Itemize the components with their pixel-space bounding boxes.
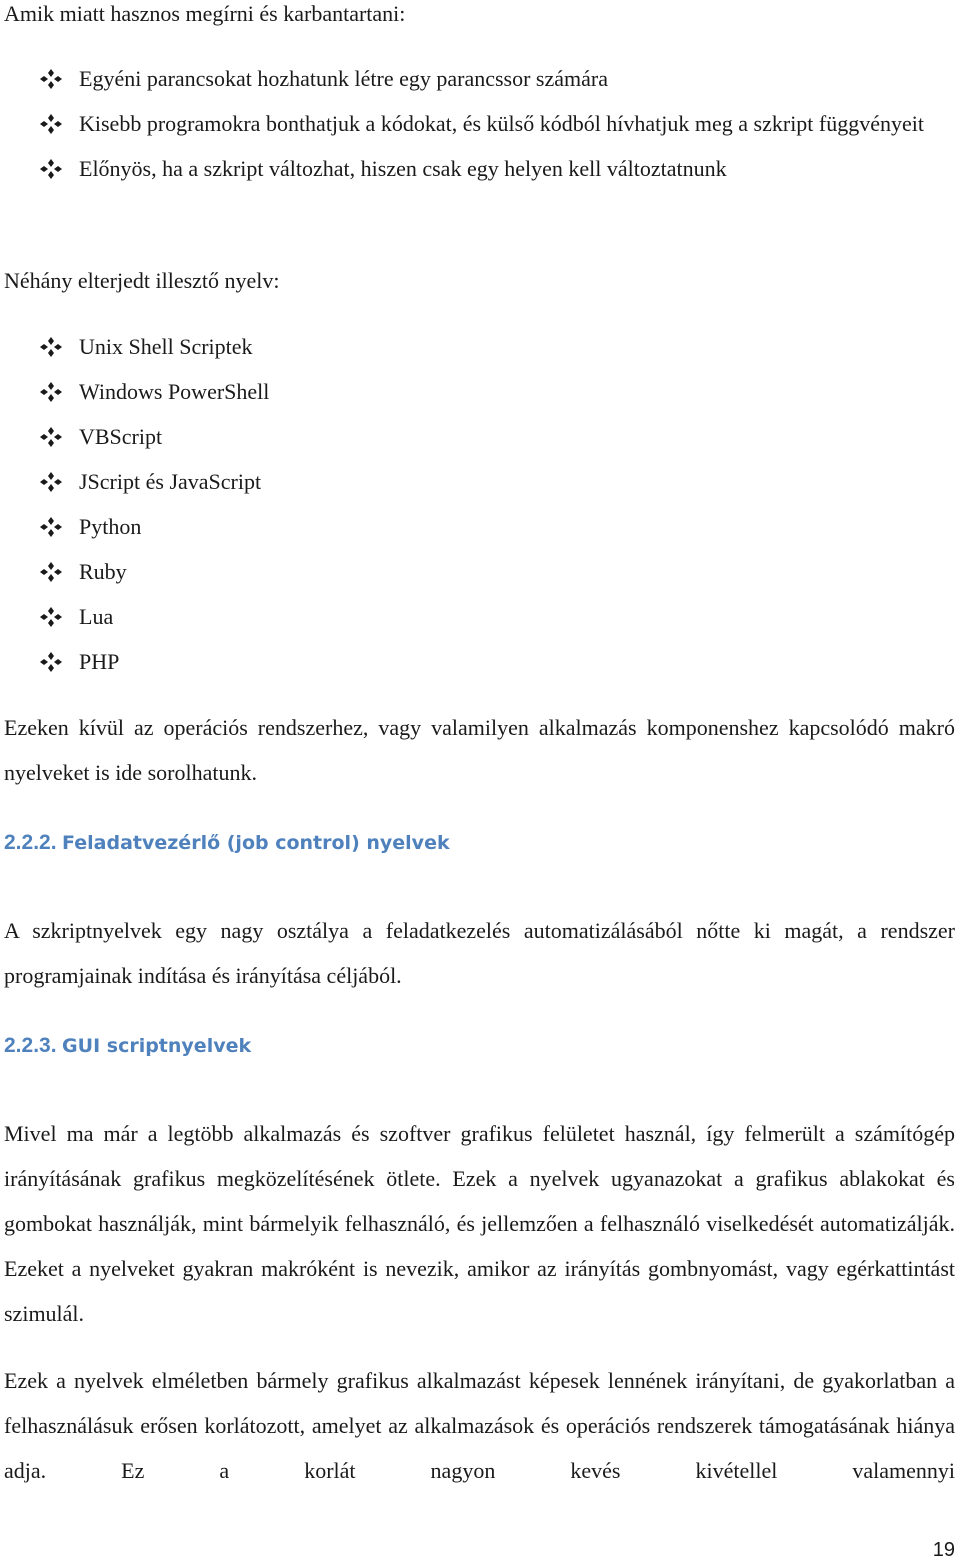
- diamond-bullet-icon: [40, 114, 62, 134]
- list-item-text: VBScript: [79, 424, 163, 449]
- intro-label: Amik miatt hasznos megírni és karbantartani:: [4, 1, 406, 26]
- list-item: [40, 369, 955, 414]
- section-heading-2-2-3: [4, 1030, 251, 1061]
- list-item-text: Lua: [79, 604, 114, 629]
- list-item-text: Windows PowerShell: [79, 379, 270, 404]
- page-number: 19: [932, 1539, 955, 1561]
- section-title: Feladatvezérlő (job control) nyelvek: [62, 832, 450, 854]
- list-item: [40, 504, 955, 549]
- list-item: [40, 459, 955, 504]
- list-item: [40, 101, 955, 146]
- languages-label: Néhány elterjedt illesztő nyelv:: [4, 268, 280, 293]
- list-item: [40, 324, 955, 369]
- list-item-text: Python: [79, 514, 142, 539]
- diamond-bullet-icon: [40, 159, 62, 179]
- diamond-bullet-icon: [40, 652, 62, 672]
- list-item: [40, 56, 955, 101]
- diamond-bullet-icon: [40, 427, 62, 447]
- section-number: 2.2.3.: [4, 1034, 57, 1057]
- list-item: [40, 594, 955, 639]
- list-item-text: Ruby: [79, 559, 127, 584]
- list-item-text: Előnyös, ha a szkript változhat, hiszen csak egy helyen kell változtatnunk: [79, 156, 727, 181]
- section-number: 2.2.2.: [4, 831, 57, 854]
- list-item-text: PHP: [79, 649, 120, 674]
- diamond-bullet-icon: [40, 607, 62, 627]
- diamond-bullet-icon: [40, 517, 62, 537]
- diamond-bullet-icon: [40, 562, 62, 582]
- macro-paragraph: Ezeken kívül az operációs rendszerhez, vagy valamilyen alkalmazás komponenshez kapcsolódó makró nyelveket is ide sorolhatunk.: [4, 715, 955, 785]
- diamond-bullet-icon: [40, 69, 62, 89]
- list-item-text: Egyéni parancsokat hozhatunk létre egy parancssor számára: [79, 66, 608, 91]
- gui-paragraph-2: Ezek a nyelvek elméletben bármely grafikus alkalmazást képesek lennének irányítani, de gyakorlatban a felhasználásuk erősen korlátozott, amelyet az alkalmazások és operációs rendszerek támogatásának hiánya adja. Ez a korlát nagyon kevés kivétellel valamennyi: [4, 1368, 955, 1483]
- diamond-bullet-icon: [40, 337, 62, 357]
- list-item-text: Unix Shell Scriptek: [79, 334, 253, 359]
- list-item: [40, 549, 955, 594]
- languages-list: [40, 324, 955, 684]
- list-item: [40, 639, 955, 684]
- job-control-paragraph: A szkriptnyelvek egy nagy osztálya a feladatkezelés automatizálásából nőtte ki magát, a rendszer programjainak indítása és irányítása céljából.: [4, 918, 955, 988]
- diamond-bullet-icon: [40, 472, 62, 492]
- section-title: GUI scriptnyelvek: [62, 1035, 252, 1057]
- section-heading-2-2-2: [4, 827, 450, 858]
- gui-paragraph-1: Mivel ma már a legtöbb alkalmazás és szoftver grafikus felületet használ, így felmerült a számítógép irányításának grafikus megközelítésének ötlete. Ezek a nyelvek ugyanazokat a grafikus ablakokat és gombokat használják, mint bármelyik felhasználó, és jellemzően a felhasználó viselkedését automatizálják. Ezeket a nyelveket gyakran makróként is nevezik, amikor az irányítás gombnyomást, vagy egérkattintást szimulál.: [4, 1121, 955, 1326]
- benefits-list: [40, 56, 955, 191]
- diamond-bullet-icon: [40, 382, 62, 402]
- list-item: [40, 414, 955, 459]
- list-item-text: Kisebb programokra bonthatjuk a kódokat, és külső kódból hívhatjuk meg a szkript függvényeit: [79, 111, 925, 136]
- list-item: [40, 146, 955, 191]
- list-item-text: JScript és JavaScript: [79, 469, 262, 494]
